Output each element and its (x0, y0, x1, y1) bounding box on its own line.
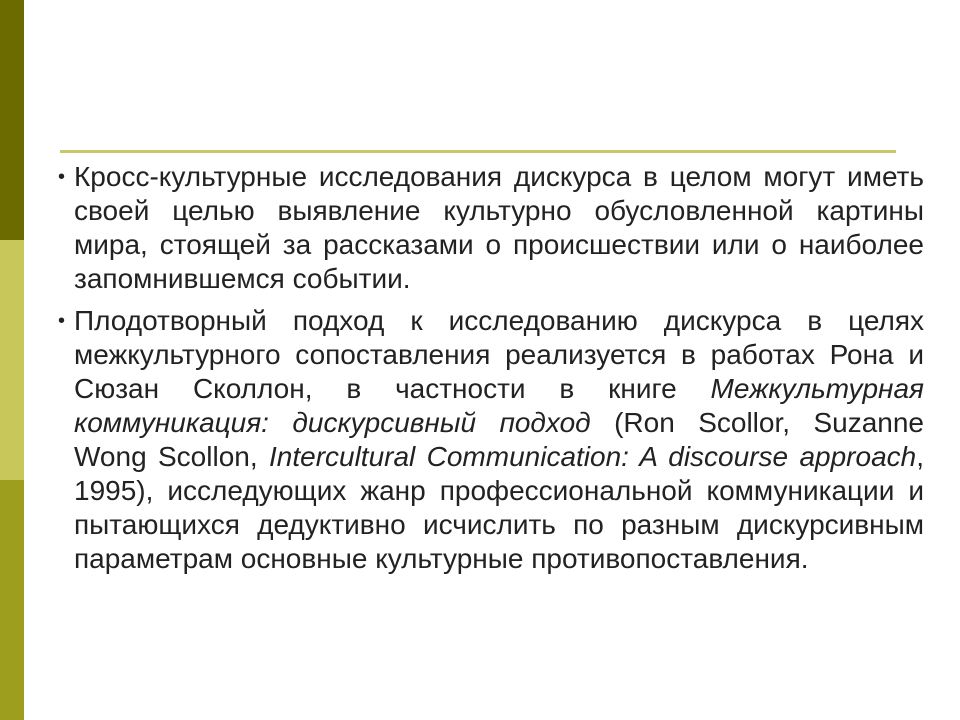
bullet-text-1: Кросс-культурные исследования дискурса в целом могут иметь своей целью выявление культурно обусловленной картины мира, стоящей за рассказами о происшествии или о наиболее запомнившемся событии. (74, 161, 924, 294)
bullet-2-part-2: (Ron Scollor, Suzanne Wong Scollon, (74, 407, 924, 472)
bullet-item-1 (52, 160, 924, 296)
slide-body (52, 160, 924, 584)
sidebar-segment-middle (0, 240, 24, 480)
bullet-2-part-1: Плодотворный подход к исследованию дискурса в целях межкультурного сопоставления реализуется в работах Рона и Сюзан Сколлон, в частности в книге (74, 305, 924, 404)
bullet-text-2 (74, 304, 924, 576)
title-divider (60, 150, 896, 153)
bullet-2-part-3: , 1995), исследующих жанр профессиональной коммуникации и пытающихся дедуктивно исчислить по разным дискурсивным параметрам основные культурные противопоставления. (74, 441, 924, 574)
sidebar-segment-top (0, 0, 24, 240)
bullet-icon: • (58, 166, 66, 188)
sidebar-segment-bottom (0, 480, 24, 720)
book-title-english: Intercultural Communication: A discourse approach (268, 441, 917, 472)
bullet-item-2 (52, 304, 924, 576)
sidebar-accent (0, 0, 24, 720)
book-title-russian: Межкультурная коммуникация: дискурсивный подход (74, 373, 924, 438)
bullet-icon: • (58, 310, 66, 332)
